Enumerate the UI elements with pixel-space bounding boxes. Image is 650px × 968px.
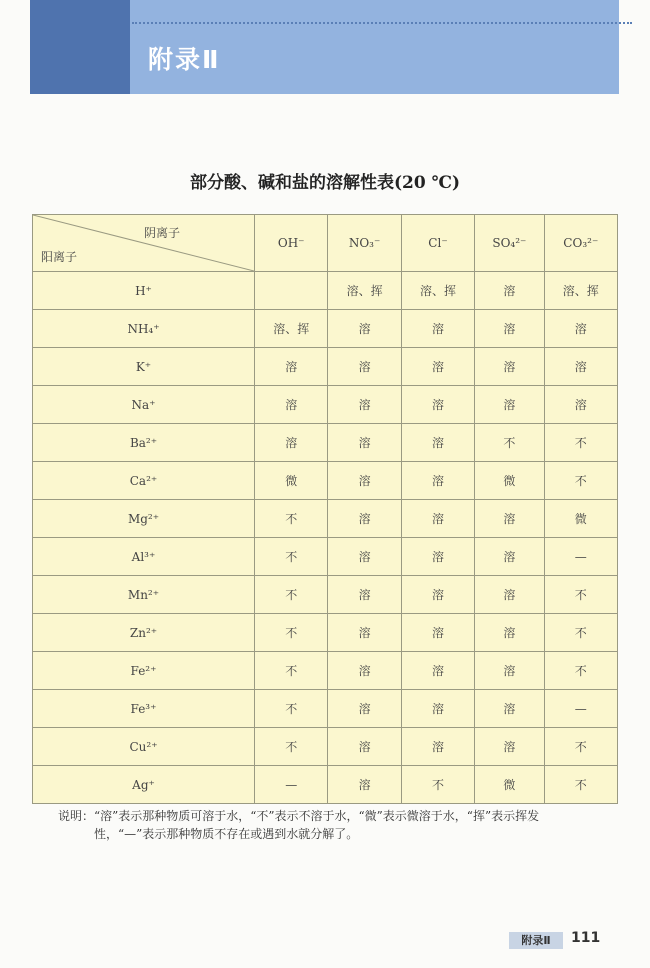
row-cation: Mn²⁺ bbox=[33, 576, 255, 614]
solubility-cell: 不 bbox=[475, 424, 544, 462]
table-row bbox=[33, 614, 618, 652]
solubility-cell: 溶 bbox=[401, 690, 474, 728]
solubility-cell: 溶 bbox=[328, 348, 401, 386]
solubility-cell: 溶 bbox=[475, 690, 544, 728]
solubility-cell: 溶 bbox=[328, 576, 401, 614]
solubility-cell: 溶 bbox=[328, 652, 401, 690]
solubility-cell: 溶 bbox=[401, 500, 474, 538]
row-cation: Mg²⁺ bbox=[33, 500, 255, 538]
row-cation: Zn²⁺ bbox=[33, 614, 255, 652]
solubility-cell: 溶 bbox=[401, 462, 474, 500]
solubility-cell: 溶、挥 bbox=[255, 310, 328, 348]
table-row bbox=[33, 500, 618, 538]
solubility-cell: 溶 bbox=[475, 310, 544, 348]
solubility-cell: 不 bbox=[255, 538, 328, 576]
solubility-cell: 溶 bbox=[328, 728, 401, 766]
solubility-cell: 微 bbox=[544, 500, 617, 538]
solubility-cell: 溶 bbox=[328, 500, 401, 538]
table-row bbox=[33, 728, 618, 766]
table-title: 部分酸、碱和盐的溶解性表(20 ℃) bbox=[189, 173, 461, 193]
row-cation: K⁺ bbox=[33, 348, 255, 386]
solubility-cell: — bbox=[544, 538, 617, 576]
solubility-cell: 溶、挥 bbox=[328, 272, 401, 310]
solubility-cell: 溶 bbox=[475, 652, 544, 690]
column-header: NO₃⁻ bbox=[328, 215, 401, 272]
solubility-table bbox=[32, 214, 618, 804]
solubility-cell: 不 bbox=[255, 576, 328, 614]
solubility-cell: 不 bbox=[401, 766, 474, 804]
solubility-cell: 溶 bbox=[475, 272, 544, 310]
solubility-cell: 溶 bbox=[401, 576, 474, 614]
solubility-cell: 不 bbox=[544, 576, 617, 614]
note-line-2: 性，“—”表示那种物质不存在或遇到水就分解了。 bbox=[94, 827, 359, 841]
solubility-cell: 溶 bbox=[475, 386, 544, 424]
solubility-cell: 溶 bbox=[328, 462, 401, 500]
table-row bbox=[33, 576, 618, 614]
row-cation: Fe²⁺ bbox=[33, 652, 255, 690]
row-cation: Cu²⁺ bbox=[33, 728, 255, 766]
solubility-cell: 溶 bbox=[401, 614, 474, 652]
solubility-cell: — bbox=[255, 766, 328, 804]
solubility-cell: 溶、挥 bbox=[401, 272, 474, 310]
anion-label: 阴离子 bbox=[143, 226, 180, 240]
solubility-cell: 溶 bbox=[328, 766, 401, 804]
solubility-cell: 不 bbox=[544, 424, 617, 462]
solubility-cell: 不 bbox=[255, 500, 328, 538]
solubility-cell: — bbox=[544, 690, 617, 728]
solubility-cell bbox=[255, 272, 328, 310]
column-header: Cl⁻ bbox=[401, 215, 474, 272]
solubility-cell: 溶 bbox=[401, 310, 474, 348]
solubility-cell: 溶 bbox=[328, 424, 401, 462]
solubility-cell: 溶 bbox=[475, 576, 544, 614]
header-banner-accent bbox=[30, 0, 130, 94]
table-row bbox=[33, 310, 618, 348]
solubility-cell: 溶 bbox=[401, 728, 474, 766]
page-number: 111 bbox=[571, 930, 601, 946]
row-cation: Ag⁺ bbox=[33, 766, 255, 804]
solubility-cell: 微 bbox=[475, 766, 544, 804]
solubility-cell: 溶 bbox=[328, 614, 401, 652]
solubility-cell: 溶 bbox=[255, 348, 328, 386]
solubility-cell: 不 bbox=[544, 614, 617, 652]
table-row bbox=[33, 462, 618, 500]
solubility-cell: 溶 bbox=[544, 386, 617, 424]
table-row bbox=[33, 348, 618, 386]
table-row bbox=[33, 386, 618, 424]
solubility-cell: 不 bbox=[544, 462, 617, 500]
solubility-cell: 溶 bbox=[544, 348, 617, 386]
row-cation: Al³⁺ bbox=[33, 538, 255, 576]
solubility-cell: 溶 bbox=[328, 386, 401, 424]
row-cation: Na⁺ bbox=[33, 386, 255, 424]
note-line-1: 说明：“溶”表示那种物质可溶于水，“不”表示不溶于水，“微”表示微溶于水，“挥”表示挥发 bbox=[58, 809, 540, 823]
appendix-title: 附录Ⅱ bbox=[148, 45, 221, 74]
table-row bbox=[33, 690, 618, 728]
solubility-cell: 溶 bbox=[255, 424, 328, 462]
solubility-cell: 溶 bbox=[544, 310, 617, 348]
row-cation: Fe³⁺ bbox=[33, 690, 255, 728]
column-header: OH⁻ bbox=[255, 215, 328, 272]
solubility-cell: 不 bbox=[255, 690, 328, 728]
column-header: CO₃²⁻ bbox=[544, 215, 617, 272]
solubility-cell: 不 bbox=[255, 652, 328, 690]
solubility-cell: 溶 bbox=[401, 348, 474, 386]
solubility-cell: 不 bbox=[255, 728, 328, 766]
solubility-cell: 溶 bbox=[401, 538, 474, 576]
solubility-cell: 溶 bbox=[475, 538, 544, 576]
solubility-cell: 不 bbox=[544, 766, 617, 804]
table-row bbox=[33, 652, 618, 690]
solubility-cell: 溶 bbox=[328, 538, 401, 576]
solubility-cell: 溶 bbox=[475, 614, 544, 652]
solubility-cell: 溶 bbox=[475, 348, 544, 386]
solubility-cell: 溶、挥 bbox=[544, 272, 617, 310]
header-dotted-rule bbox=[132, 22, 632, 24]
solubility-cell: 溶 bbox=[475, 728, 544, 766]
table-row bbox=[33, 272, 618, 310]
solubility-cell: 微 bbox=[475, 462, 544, 500]
cation-label: 阳离子 bbox=[41, 250, 78, 264]
table-row bbox=[33, 766, 618, 804]
row-cation: Ba²⁺ bbox=[33, 424, 255, 462]
solubility-cell: 不 bbox=[544, 652, 617, 690]
table-row bbox=[33, 424, 618, 462]
table-header-row bbox=[33, 215, 618, 272]
table-row bbox=[33, 538, 618, 576]
corner-cell bbox=[33, 215, 255, 272]
solubility-cell: 溶 bbox=[401, 424, 474, 462]
row-cation: NH₄⁺ bbox=[33, 310, 255, 348]
solubility-cell: 溶 bbox=[328, 690, 401, 728]
solubility-cell: 微 bbox=[255, 462, 328, 500]
row-cation: H⁺ bbox=[33, 272, 255, 310]
footer-section-tag: 附录Ⅱ bbox=[509, 932, 563, 949]
table-note bbox=[58, 807, 628, 843]
solubility-cell: 溶 bbox=[475, 500, 544, 538]
solubility-cell: 溶 bbox=[328, 310, 401, 348]
solubility-cell: 不 bbox=[544, 728, 617, 766]
row-cation: Ca²⁺ bbox=[33, 462, 255, 500]
solubility-cell: 溶 bbox=[255, 386, 328, 424]
column-header: SO₄²⁻ bbox=[475, 215, 544, 272]
solubility-cell: 溶 bbox=[401, 386, 474, 424]
solubility-cell: 溶 bbox=[401, 652, 474, 690]
solubility-cell: 不 bbox=[255, 614, 328, 652]
